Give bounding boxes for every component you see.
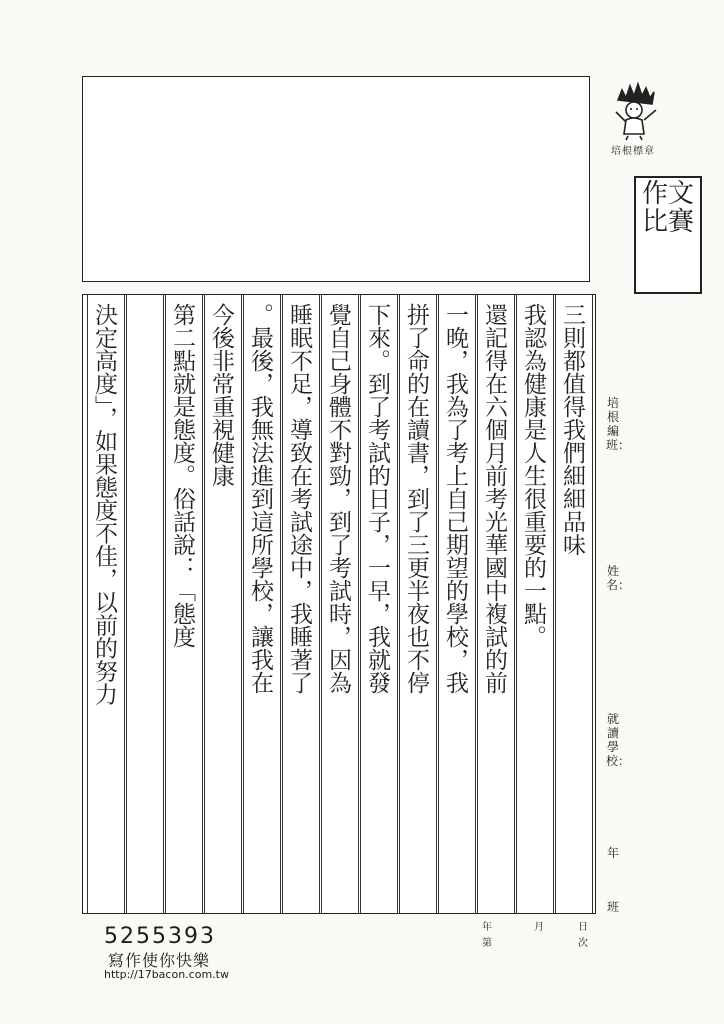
column-text: 。最後，我無法進到這所學校，讓我在 xyxy=(247,303,273,694)
logo-caption: 培根標章 xyxy=(611,146,655,157)
column-text: 還記得在六個月前考光華國中複試的前 xyxy=(481,303,507,694)
footer-slogan: 寫作使你快樂 xyxy=(108,951,211,970)
grid-column xyxy=(243,295,281,913)
school-label: 就讀學校： xyxy=(606,712,631,768)
grid-column xyxy=(399,295,437,913)
writing-grid xyxy=(82,294,596,914)
class-unit-label: 班 xyxy=(606,900,619,914)
name-label: 姓名： xyxy=(606,564,631,592)
column-text: 第二點就是態度。俗話說：「態度 xyxy=(169,303,195,648)
column-text: 下來。到了考試的日子，一早，我就發 xyxy=(364,303,390,694)
column-text: 覺自己身體不對勁，到了考試時，因為 xyxy=(325,303,351,694)
column-text: 我認為健康是人生很重要的一點。 xyxy=(520,303,546,648)
top-blank-box xyxy=(82,76,590,282)
grid-column xyxy=(204,295,242,913)
grid-column xyxy=(87,295,125,913)
column-text: 一晚，我為了考上自己期望的學校，我 xyxy=(442,303,468,694)
month-label: 月 xyxy=(534,922,544,933)
grid-column xyxy=(321,295,359,913)
grid-column xyxy=(165,295,203,913)
year-label: 年 xyxy=(482,922,492,933)
day-label: 日 xyxy=(578,922,588,933)
grid-column xyxy=(126,295,164,913)
contest-stamp: 作文比賽 xyxy=(634,176,702,294)
times-label: 次 xyxy=(578,938,588,949)
footer-number: 5255393 xyxy=(104,924,216,949)
number-label: 第 xyxy=(482,938,492,949)
column-text: 睡眠不足，導致在考試途中，我睡著了 xyxy=(286,303,312,694)
class-label: 培根編班： xyxy=(606,396,631,452)
column-text: 今後非常重視健康 xyxy=(208,303,234,487)
grade-label: 年 xyxy=(606,846,619,860)
grid-column xyxy=(360,295,398,913)
grid-column xyxy=(555,295,593,913)
grid-column xyxy=(516,295,554,913)
grid-column xyxy=(477,295,515,913)
column-text: 三則都值得我們細細品味 xyxy=(559,303,585,556)
grid-column xyxy=(282,295,320,913)
grid-column xyxy=(438,295,476,913)
column-text: 拼了命的在讀書，到了三更半夜也不停 xyxy=(403,303,429,694)
footer-url: http://17bacon.com.tw xyxy=(104,968,229,981)
bacon-logo-icon xyxy=(608,80,664,142)
column-text: 決定高度」，如果態度不佳，以前的努力 xyxy=(91,303,117,706)
